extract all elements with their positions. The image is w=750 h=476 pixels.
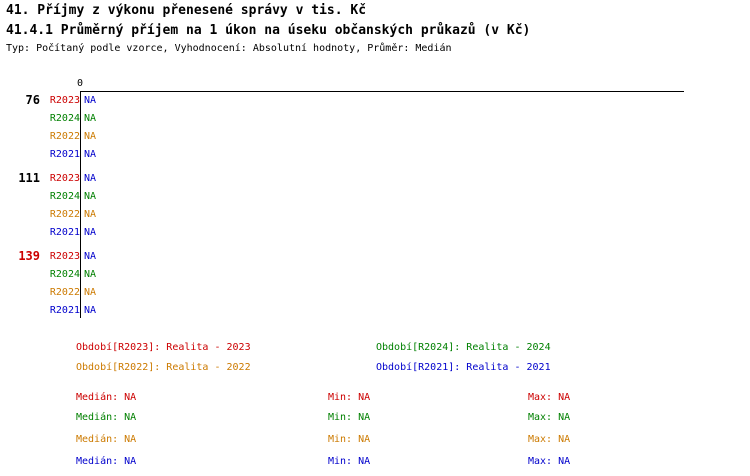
series-label: R2021	[49, 227, 80, 238]
series-label: R2023	[49, 251, 80, 262]
stat-min: Min: NA	[328, 412, 371, 423]
stat-median: Medián: NA	[76, 456, 137, 467]
series-label: R2024	[49, 269, 80, 280]
stat-max: Max: NA	[528, 412, 571, 423]
series-value: NA	[84, 209, 97, 220]
series-value: NA	[84, 149, 97, 160]
group-label: 111	[18, 171, 40, 185]
series-value: NA	[84, 173, 97, 184]
legend-item-r2022: Období[R2022]: Realita - 2022	[76, 362, 251, 373]
series-label: R2023	[49, 95, 80, 106]
series-value: NA	[84, 305, 97, 316]
stat-min: Min: NA	[328, 434, 371, 445]
stat-max: Max: NA	[528, 456, 571, 467]
axis-top-line	[80, 91, 684, 92]
chart-title: 41.4.1 Průměrný příjem na 1 úkon na úseku občanských průkazů (v Kč)	[6, 23, 531, 38]
report-title: 41. Příjmy z výkonu přenesené správy v tis. Kč	[6, 3, 367, 18]
series-value: NA	[84, 269, 97, 280]
stat-median: Medián: NA	[76, 434, 137, 445]
series-label: R2022	[49, 287, 80, 298]
stat-min: Min: NA	[328, 392, 371, 403]
stat-max: Max: NA	[528, 434, 571, 445]
series-label: R2024	[49, 113, 80, 124]
axis-tick-0: 0	[77, 78, 84, 89]
series-value: NA	[84, 95, 97, 106]
series-label: R2022	[49, 209, 80, 220]
group-label: 76	[25, 93, 40, 107]
legend-item-r2023: Období[R2023]: Realita - 2023	[76, 342, 251, 353]
stat-max: Max: NA	[528, 392, 571, 403]
series-label: R2024	[49, 191, 80, 202]
series-label: R2021	[49, 305, 80, 316]
series-value: NA	[84, 113, 97, 124]
stat-median: Medián: NA	[76, 412, 137, 423]
series-value: NA	[84, 251, 97, 262]
axis-left-line	[80, 91, 81, 318]
legend-item-r2024: Období[R2024]: Realita - 2024	[376, 342, 551, 353]
series-value: NA	[84, 227, 97, 238]
stat-median: Medián: NA	[76, 392, 137, 403]
series-value: NA	[84, 191, 97, 202]
series-label: R2022	[49, 131, 80, 142]
series-value: NA	[84, 287, 97, 298]
stat-min: Min: NA	[328, 456, 371, 467]
series-label: R2023	[49, 173, 80, 184]
series-label: R2021	[49, 149, 80, 160]
group-label: 139	[18, 249, 40, 263]
series-value: NA	[84, 131, 97, 142]
chart-subtitle: Typ: Počítaný podle vzorce, Vyhodnocení: Absolutní hodnoty, Průměr: Medián	[6, 43, 452, 54]
legend-item-r2021: Období[R2021]: Realita - 2021	[376, 362, 551, 373]
